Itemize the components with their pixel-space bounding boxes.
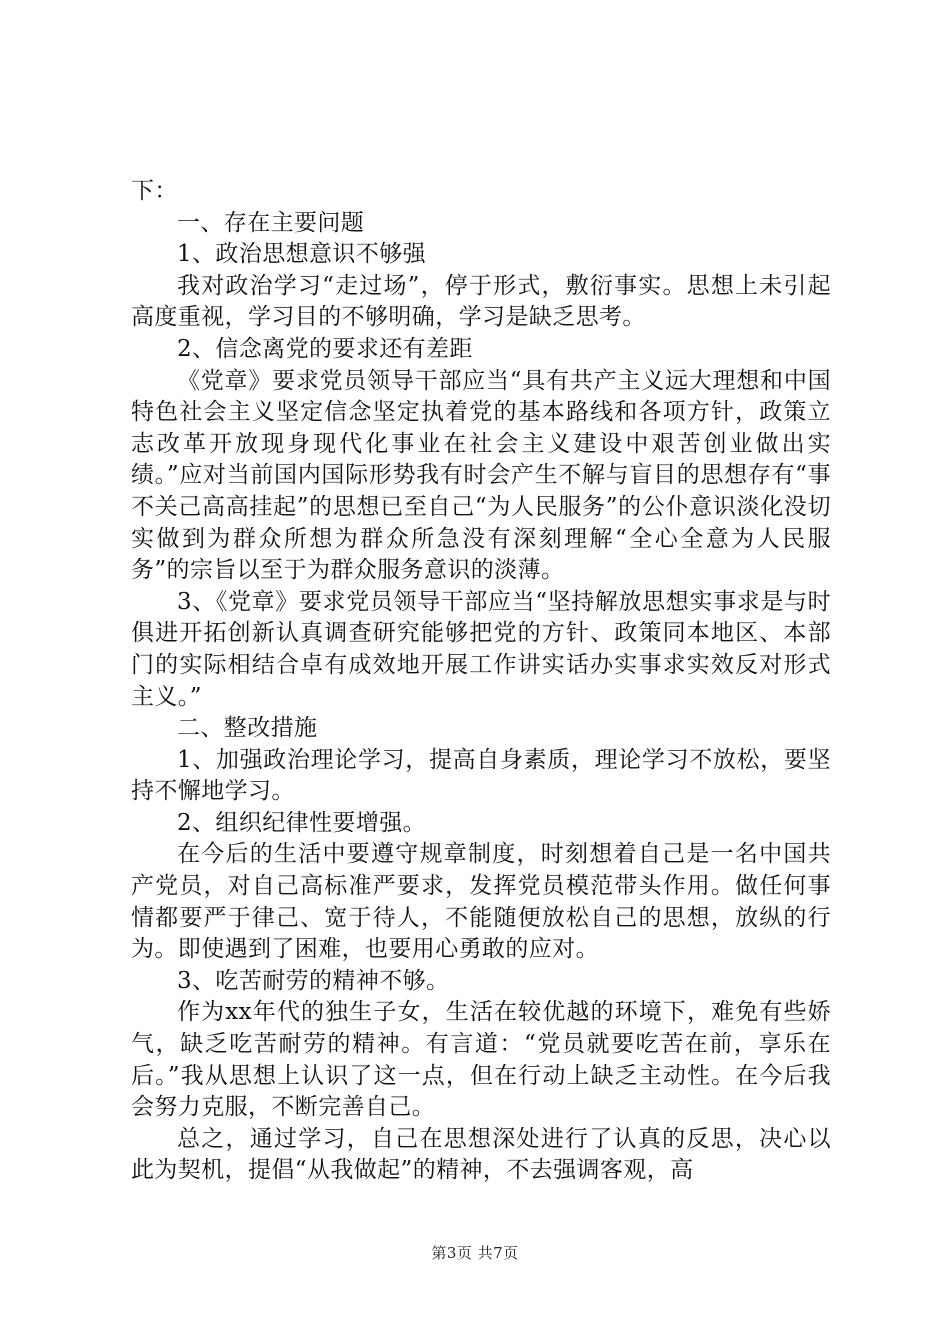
paragraph-party-constitution-ideals: 《党章》要求党员领导干部应当“具有共产主义远大理想和中国特色社会主义坚定信念坚定执着党的基本路线和各项方针，政策立志改革开放现身现代化事业在社会主义建设中艰苦创业做出实绩。”应对当前国内国际形势我有时会产生不解与盲目的思想存有“事不关己高高挂起”的思想已至自己“为人民服务”的公仆意识淡化没切实做到为群众所想为群众所急没有深刻理解“全心全意为人民服务”的宗旨以至于为群众服务意识的淡薄。 [131, 367, 831, 584]
paragraph-theory-study: 1、加强政治理论学习，提高自身素质，理论学习不放松，要坚持不懈地学习。 [131, 746, 831, 805]
subheading-belief-gap: 2、信念离党的要求还有差距 [177, 335, 473, 362]
paragraph-hardship: 作为xx年代的独生子女，生活在较优越的环境下，难免有些娇气，缺乏吃苦耐劳的精神。有言道：“党员就要吃苦在前，享乐在后。”我从思想上认识了这一点，但在行动上缺乏主动性。在今后我会努力克服，不断完善自己。 [131, 999, 831, 1121]
paragraph-party-constitution-practice: 3、《党章》要求党员领导干部应当“坚持解放思想实事求是与时俱进开拓创新认真调查研究能够把党的方针、政策同本地区、本部门的实际相结合卓有成效地开展工作讲实话办实事求实效反对形式主义。” [131, 588, 831, 710]
section-heading-measures: 二、整改措施 [177, 715, 318, 742]
section-heading-problems: 一、存在主要问题 [177, 209, 365, 236]
document-body [131, 176, 831, 1187]
paragraph-continuation: 下： [131, 178, 178, 204]
paragraph-conclusion: 总之，通过学习，自己在思想深处进行了认真的反思，决心以此为契机，提倡“从我做起”的精神，不去强调客观，高 [131, 1125, 831, 1184]
subheading-discipline: 2、组织纪律性要增强。 [177, 809, 427, 836]
paragraph-discipline: 在今后的生活中要遵守规章制度，时刻想着自己是一名中国共产党员，对自己高标准严要求，发挥党员模范带头作用。做任何事情都要严于律己、宽于待人，不能随便放松自己的思想，放纵的行为。即使遇到了困难，也要用心勇敢的应对。 [131, 841, 831, 963]
paragraph-political-study: 我对政治学习“走过场”，停于形式，敷衍事实。思想上未引起高度重视，学习目的不够明确，学习是缺乏思考。 [131, 272, 831, 331]
page-number-footer: 第3页 共7页 [431, 1244, 519, 1262]
subheading-political-awareness: 1、政治思想意识不够强 [177, 241, 427, 268]
subheading-hardship: 3、吃苦耐劳的精神不够。 [177, 967, 450, 994]
